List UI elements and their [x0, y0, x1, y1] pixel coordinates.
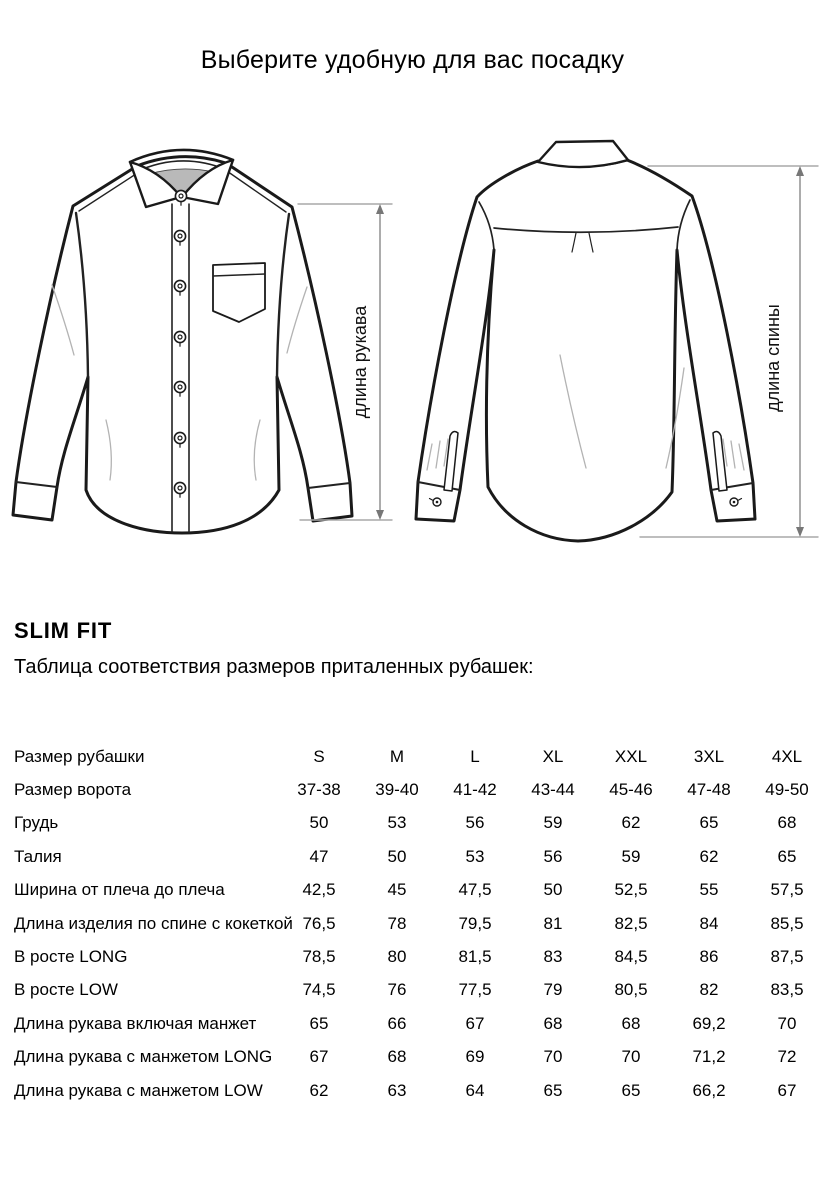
size-value: 43-44 — [531, 780, 575, 800]
size-value: 76,5 — [302, 913, 336, 933]
row-label: В росте LONG — [14, 947, 128, 967]
size-table — [14, 740, 825, 1107]
size-table-row — [14, 907, 825, 940]
size-value: 47,5 — [458, 880, 492, 900]
size-column-header: 3XL — [693, 746, 725, 766]
size-value: 68 — [387, 1047, 407, 1067]
size-value: 47-48 — [687, 780, 731, 800]
size-value: 82,5 — [614, 913, 648, 933]
size-table-row — [14, 874, 825, 907]
size-value: 39-40 — [375, 780, 419, 800]
size-value: 50 — [309, 813, 329, 833]
size-value: 56 — [543, 846, 563, 866]
back-collar — [538, 141, 628, 167]
shirt-diagrams — [0, 0, 825, 580]
size-table-row — [14, 940, 825, 973]
size-value: 85,5 — [770, 913, 804, 933]
size-column-header: M — [389, 746, 405, 766]
row-label: Талия — [14, 846, 62, 866]
size-value: 81 — [543, 913, 563, 933]
back-length-label: длина спины — [763, 304, 783, 412]
size-value: 82 — [699, 980, 719, 1000]
size-value: 55 — [699, 880, 719, 900]
size-table-header-row — [14, 740, 825, 773]
row-label: Грудь — [14, 813, 59, 833]
size-value: 62 — [621, 813, 641, 833]
size-value: 37-38 — [297, 780, 341, 800]
size-value: 53 — [465, 846, 485, 866]
size-table-body — [14, 773, 825, 1107]
size-column-header: 4XL — [771, 746, 803, 766]
size-value: 80,5 — [614, 980, 648, 1000]
size-value: 79 — [543, 980, 563, 1000]
shirt-back-body — [416, 160, 755, 541]
size-table-row — [14, 1041, 825, 1074]
size-value: 67 — [465, 1013, 485, 1033]
size-value: 80 — [387, 947, 407, 967]
size-value: 68 — [621, 1013, 641, 1033]
size-value: 67 — [309, 1047, 329, 1067]
size-value: 68 — [777, 813, 797, 833]
size-value: 65 — [309, 1013, 329, 1033]
size-value: 64 — [465, 1080, 485, 1100]
size-table-row — [14, 1007, 825, 1040]
size-value: 63 — [387, 1080, 407, 1100]
size-value: 65 — [621, 1080, 641, 1100]
fit-heading: SLIM FIT — [14, 618, 113, 643]
size-value: 45 — [387, 880, 407, 900]
size-value: 79,5 — [458, 913, 492, 933]
size-table-row — [14, 773, 825, 806]
size-value: 84 — [699, 913, 719, 933]
size-value: 62 — [699, 846, 719, 866]
size-value: 83,5 — [770, 980, 804, 1000]
size-value: 71,2 — [692, 1047, 726, 1067]
row-label: Длина рукава включая манжет — [14, 1013, 257, 1033]
size-value: 41-42 — [453, 780, 497, 800]
size-value: 78,5 — [302, 947, 336, 967]
row-label: Размер ворота — [14, 780, 132, 800]
size-value: 70 — [543, 1047, 563, 1067]
size-table-row — [14, 840, 825, 873]
size-value: 81,5 — [458, 947, 492, 967]
arrow-down-icon — [376, 510, 384, 520]
size-value: 83 — [543, 947, 563, 967]
size-value: 72 — [777, 1047, 797, 1067]
size-value: 45-46 — [609, 780, 653, 800]
size-value: 74,5 — [302, 980, 336, 1000]
size-table-row — [14, 974, 825, 1007]
size-value: 56 — [465, 813, 485, 833]
size-value: 70 — [777, 1013, 797, 1033]
row-label: Длина изделия по спине с кокеткой — [14, 913, 293, 933]
size-table-row — [14, 1074, 825, 1107]
size-value: 66,2 — [692, 1080, 726, 1100]
size-value: 65 — [543, 1080, 563, 1100]
size-value: 76 — [387, 980, 407, 1000]
size-value: 59 — [621, 846, 641, 866]
arrow-down-icon — [796, 527, 804, 537]
sleeve-length-label: длина рукава — [350, 305, 370, 419]
size-value: 67 — [777, 1080, 797, 1100]
row-label: Длина рукава с манжетом LOW — [14, 1080, 263, 1100]
row-label: Ширина от плеча до плеча — [14, 880, 225, 900]
shirt-front-diagram — [13, 150, 352, 533]
size-value: 62 — [309, 1080, 329, 1100]
shirt-front-body — [13, 157, 352, 533]
size-value: 87,5 — [770, 947, 804, 967]
size-column-header: XXL — [614, 746, 648, 766]
size-value: 42,5 — [302, 880, 336, 900]
size-value: 66 — [387, 1013, 407, 1033]
row-label: Длина рукава с манжетом LONG — [14, 1047, 273, 1067]
size-value: 65 — [777, 846, 797, 866]
size-value: 86 — [699, 947, 719, 967]
shirt-back-diagram — [416, 141, 755, 541]
size-table-row — [14, 807, 825, 840]
size-value: 68 — [543, 1013, 563, 1033]
page-title: Выберите удобную для вас посадку — [200, 46, 625, 74]
size-column-header: L — [470, 746, 480, 766]
table-caption: Таблица соответствия размеров приталенных рубашек: — [14, 656, 534, 678]
size-value: 77,5 — [458, 980, 492, 1000]
size-value: 69 — [465, 1047, 485, 1067]
size-column-header: XL — [542, 746, 564, 766]
size-value: 47 — [309, 846, 329, 866]
size-value: 59 — [543, 813, 563, 833]
size-value: 84,5 — [614, 947, 648, 967]
size-value: 53 — [387, 813, 407, 833]
size-table-header-label: Размер рубашки — [14, 746, 145, 766]
arrow-up-icon — [376, 204, 384, 214]
size-column-header: S — [313, 746, 325, 766]
size-value: 78 — [387, 913, 407, 933]
row-label: В росте LOW — [14, 980, 118, 1000]
size-value: 65 — [699, 813, 719, 833]
size-value: 70 — [621, 1047, 641, 1067]
chest-pocket — [213, 263, 265, 322]
size-value: 57,5 — [770, 880, 804, 900]
size-value: 69,2 — [692, 1013, 726, 1033]
arrow-up-icon — [796, 166, 804, 176]
size-value: 50 — [387, 846, 407, 866]
size-value: 49-50 — [765, 780, 809, 800]
size-value: 52,5 — [614, 880, 648, 900]
size-value: 50 — [543, 880, 563, 900]
